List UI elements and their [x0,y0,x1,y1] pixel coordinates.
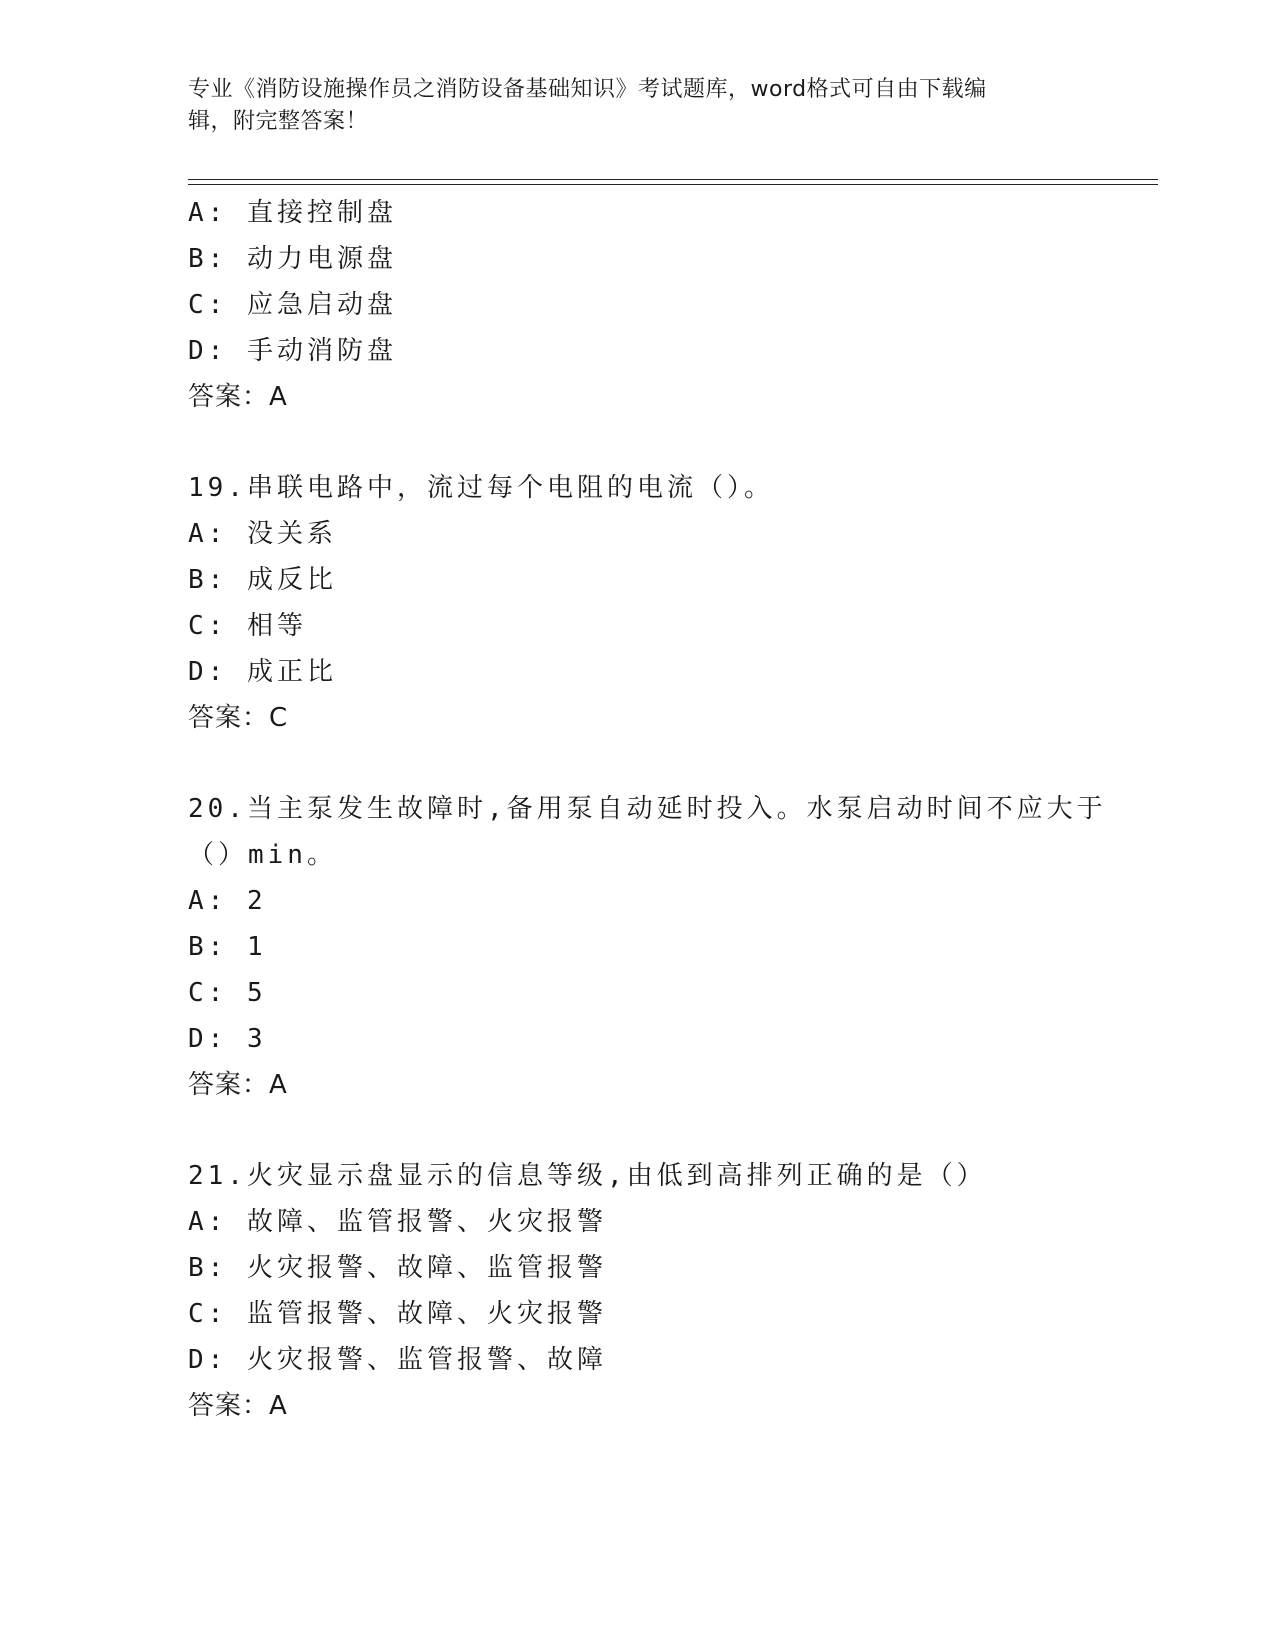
question-list [188,190,1107,1429]
block-spacer [188,420,1088,465]
question-block-21 [188,1153,1088,1429]
question-text-continued: （）min。 [188,840,337,870]
option-b: B: 成反比 [188,565,337,595]
option-d: D: 3 [188,1024,267,1054]
option-c: C: 相等 [188,611,307,641]
answer-line: 答案：A [188,1070,288,1100]
option-a: A: 2 [188,886,267,916]
header-divider-bottom [188,184,1158,185]
block-spacer [188,1108,1088,1153]
option-b: B: 动力电源盘 [188,244,397,274]
option-d: D: 火灾报警、监管报警、故障 [188,1345,607,1375]
question-block-20 [188,786,1107,1108]
header-line-2: 辑，附完整答案！ [188,109,369,134]
option-d: D: 成正比 [188,657,337,687]
document-header [188,74,1068,138]
option-b: B: 火灾报警、故障、监管报警 [188,1253,607,1283]
header-line-1: 专业《消防设施操作员之消防设备基础知识》考试题库，word格式可自由下载编 [188,77,987,102]
option-c: C: 监管报警、故障、火灾报警 [188,1299,607,1329]
header-divider-top [188,179,1158,180]
option-c: C: 5 [188,978,267,1008]
option-a: A: 没关系 [188,519,337,549]
answer-line: 答案：C [188,703,289,733]
option-c: C: 应急启动盘 [188,290,397,320]
option-a: A: 直接控制盘 [188,198,397,228]
question-text: 20.当主泵发生故障时,备用泵自动延时投入。水泵启动时间不应大于 [188,794,1107,824]
question-block-18 [188,190,1088,420]
option-b: B: 1 [188,932,267,962]
block-spacer [188,741,1088,786]
option-d: D: 手动消防盘 [188,336,397,366]
answer-line: 答案：A [188,382,288,412]
question-text: 21.火灾显示盘显示的信息等级,由低到高排列正确的是（） [188,1161,987,1191]
option-a: A: 故障、监管报警、火灾报警 [188,1207,607,1237]
question-text: 19.串联电路中，流过每个电阻的电流（）。 [188,473,774,503]
question-block-19 [188,465,1088,741]
answer-line: 答案：A [188,1391,288,1421]
